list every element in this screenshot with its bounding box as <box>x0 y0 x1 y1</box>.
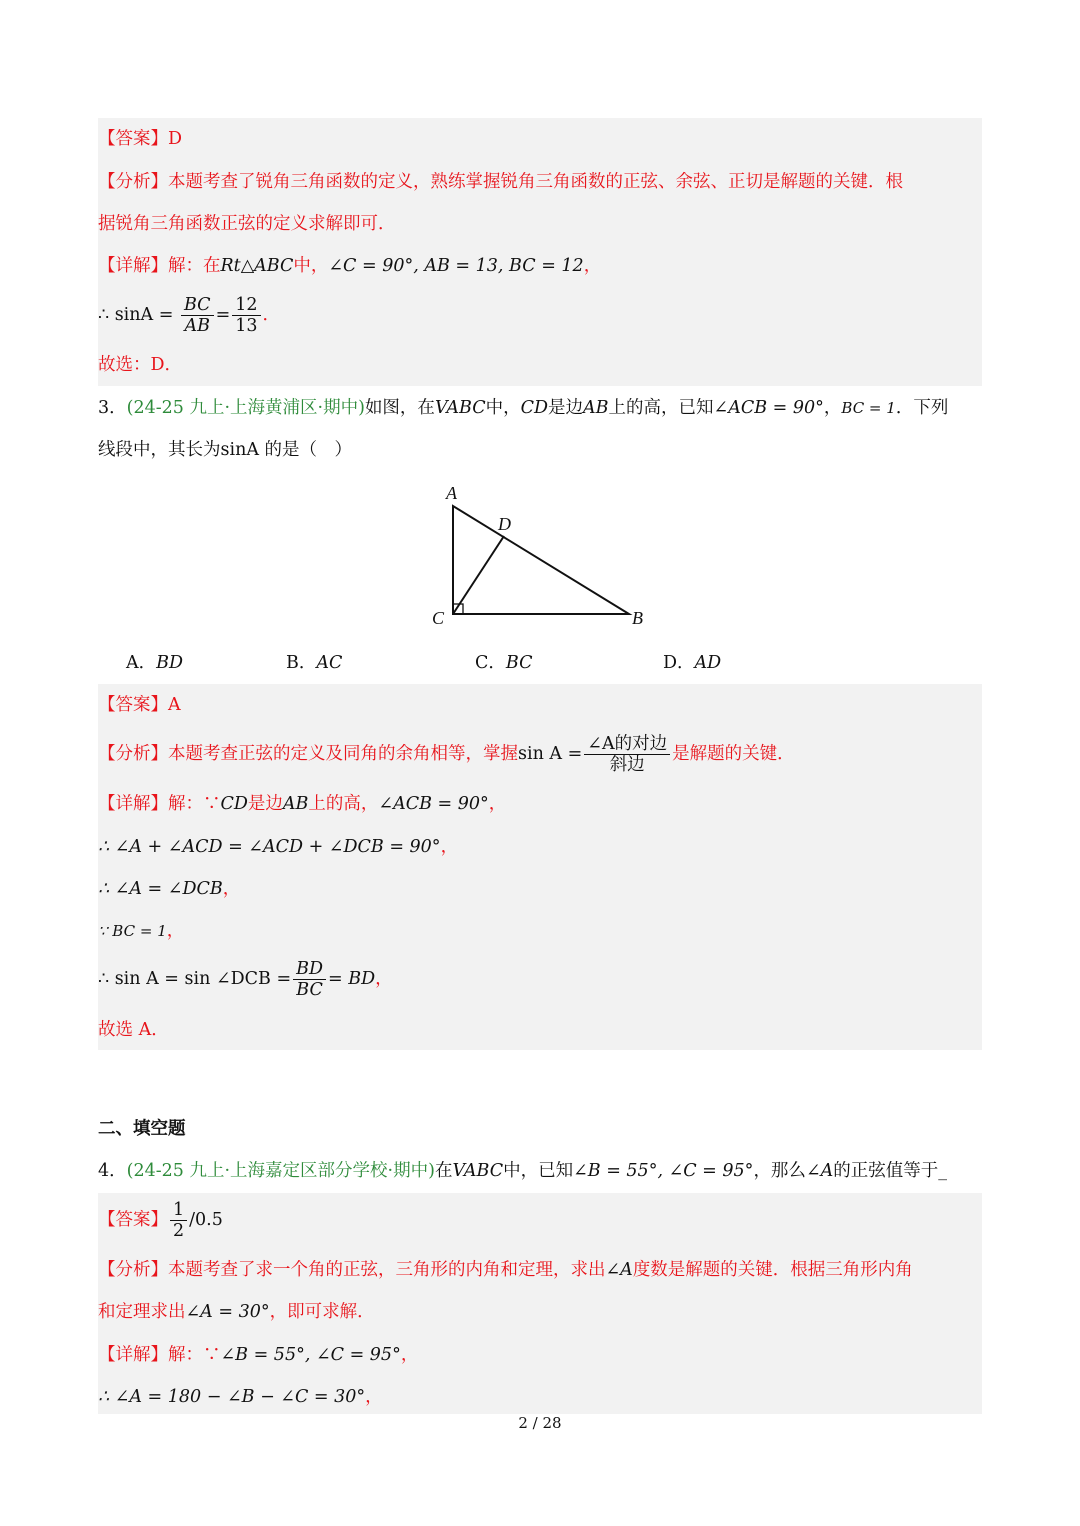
stem-text: 在 <box>434 1161 453 1181</box>
option-value: AC <box>316 653 343 673</box>
detail-math: ∠C = 90°, AB = 13, BC = 12 <box>328 256 584 276</box>
analysis-math: ∠A <box>605 1260 633 1280</box>
detail-label: 【详解】 <box>98 794 168 814</box>
step-math: ∴ sin A = sin ∠DCB = <box>98 969 292 989</box>
vertex-b-label: B <box>632 608 643 628</box>
stem-math: ∠B = 55°, ∠C = 95° <box>573 1161 754 1181</box>
q4-detail-line1 <box>98 1343 982 1367</box>
detail-text: 解：∵ <box>168 794 221 814</box>
q2-analysis-line1 <box>98 170 982 194</box>
stem-text: 上的高，已知 <box>608 398 714 418</box>
q2-choose: 故选：D． <box>98 355 183 375</box>
detail-math: ∠B = 55°, ∠C = 95° <box>220 1345 401 1365</box>
stem-text: 如图，在 <box>364 398 435 418</box>
denominator: 13 <box>235 316 258 336</box>
q3-step2 <box>98 877 982 901</box>
option-value: BD <box>156 653 184 673</box>
numerator: BC <box>181 295 214 316</box>
detail-math: ∠ACB = 90° <box>378 794 489 814</box>
analysis-text: ，即可求解． <box>269 1302 375 1322</box>
q3-stem-line2: 线段中，其长为sinA 的是（ ） <box>98 440 353 460</box>
answer-value: D <box>168 129 183 149</box>
detail-math: CD <box>220 794 248 814</box>
stem-math: ∠A <box>805 1161 834 1181</box>
stem-math: ∠ACB = 90° <box>713 398 824 418</box>
triangle-figure <box>420 480 660 630</box>
q3-step1 <box>98 835 982 859</box>
stem-math: BC = 1 <box>841 399 896 417</box>
detail-math: Rt△ABC <box>220 256 294 276</box>
stem-math: CD <box>520 398 549 418</box>
q2-detail-line1 <box>98 254 982 278</box>
numerator: 12 <box>232 295 260 316</box>
page-number: 2 / 28 <box>518 1414 562 1432</box>
answer-alt: /0.5 <box>189 1210 223 1230</box>
answer-label: 【答案】 <box>98 1210 168 1230</box>
option-letter: B． <box>286 653 317 673</box>
option-b[interactable] <box>286 651 342 675</box>
vertex-d-label: D <box>498 514 511 534</box>
step-end: ， <box>365 1387 383 1407</box>
detail-text: 解：∵ <box>168 1345 221 1365</box>
numerator: BD <box>293 959 326 980</box>
fraction-bc-ab <box>181 295 214 336</box>
q4-step1 <box>98 1385 982 1409</box>
stem-text: 中，已知 <box>503 1161 574 1181</box>
step-end: ， <box>375 969 393 989</box>
stem-text: 中， <box>485 398 521 418</box>
detail-text: ， <box>583 256 602 276</box>
option-letter: C． <box>475 653 506 673</box>
question-number: 3． <box>98 398 127 418</box>
q3-stem-line1 <box>98 396 982 420</box>
option-d[interactable] <box>663 651 721 675</box>
analysis-math: ∠A = 30° <box>185 1302 270 1322</box>
q3-step4 <box>98 956 982 1002</box>
section-heading: 二、填空题 <box>98 1119 186 1139</box>
denominator: AB <box>184 316 211 336</box>
q2-sin-equation <box>98 292 982 338</box>
vertex-c-label: C <box>432 608 445 628</box>
stem-text: ，那么 <box>753 1161 806 1181</box>
stem-math: VABC <box>452 1161 504 1181</box>
step-math: ∴ ∠A + ∠ACD = ∠ACD + ∠DCB = 90° <box>98 837 441 857</box>
analysis-text: 本题考查正弦的定义及同角的余角相等，掌握 <box>168 744 518 764</box>
q2-analysis-line2: 据锐角三角函数正弦的定义求解即可． <box>98 214 396 234</box>
stem-text: 是边 <box>548 398 584 418</box>
q2-solution-block <box>98 118 982 386</box>
detail-label: 【详解】 <box>98 1345 168 1365</box>
numerator: 1 <box>170 1200 187 1221</box>
sin-prefix: ∴ sinA = <box>98 305 174 325</box>
fraction-12-13 <box>232 295 260 336</box>
vertex-a-label: A <box>446 483 457 503</box>
option-a[interactable] <box>126 651 183 675</box>
analysis-text: 是解题的关键． <box>672 744 795 764</box>
analysis-text: 和定理求出 <box>98 1302 186 1322</box>
q4-analysis-line2 <box>98 1300 982 1324</box>
stem-text: 的正弦值等于_ <box>833 1161 947 1181</box>
q3-analysis <box>98 730 982 778</box>
option-c[interactable] <box>475 651 532 675</box>
analysis-label: 【分析】 <box>98 744 168 764</box>
detail-label: 【详解】 <box>98 256 168 276</box>
q3-answer <box>98 693 982 717</box>
q3-choose: 故选 A． <box>98 1020 169 1040</box>
step-math: ∴ ∠A = 180 − ∠B − ∠C = 30° <box>98 1387 366 1407</box>
step-math: ∵ BC = 1 <box>98 922 167 940</box>
option-letter: D． <box>663 653 695 673</box>
option-value: AD <box>694 653 722 673</box>
analysis-label: 【分析】 <box>98 172 168 192</box>
step-end: ， <box>222 879 241 899</box>
q2-answer <box>98 127 982 151</box>
answer-label: 【答案】 <box>98 695 168 715</box>
detail-text: ， <box>400 1345 419 1365</box>
q4-stem <box>98 1159 982 1183</box>
fraction-bd-bc <box>293 959 326 1000</box>
analysis-math: sin A = <box>518 744 583 764</box>
question-number: 4． <box>98 1161 127 1181</box>
fraction-one-half <box>170 1200 187 1241</box>
detail-text: 中， <box>293 256 329 276</box>
denominator: 2 <box>173 1221 185 1241</box>
question-source: (24-25 九上·上海黄浦区·期中) <box>126 398 365 418</box>
q3-detail-line1 <box>98 792 982 816</box>
detail-text: 是边 <box>247 794 283 814</box>
detail-text: 上的高， <box>308 794 379 814</box>
analysis-text: 度数是解题的关键．根据三角形内角 <box>632 1260 913 1280</box>
answer-value: A <box>168 695 181 715</box>
analysis-text: 本题考查了求一个角的正弦，三角形的内角和定理，求出 <box>168 1260 606 1280</box>
analysis-label: 【分析】 <box>98 1260 168 1280</box>
step-end: ， <box>440 837 459 857</box>
end-mark: ． <box>262 305 281 325</box>
question-source: (24-25 九上·上海嘉定区部分学校·期中) <box>126 1161 435 1181</box>
analysis-text: 本题考查了锐角三角函数的定义，熟练掌握锐角三角函数的正弦、余弦、正切是解题的关键．根 <box>168 172 903 192</box>
detail-text: 解：在 <box>168 256 221 276</box>
denominator: 斜边 <box>609 755 645 775</box>
step-end: ， <box>166 921 185 941</box>
answer-label: 【答案】 <box>98 129 168 149</box>
q4-answer <box>98 1197 982 1243</box>
stem-math: AB <box>583 398 609 418</box>
q3-step3 <box>98 919 982 943</box>
fraction-opposite-hypotenuse <box>584 734 670 775</box>
stem-math: VABC <box>434 398 486 418</box>
detail-math: AB <box>282 794 309 814</box>
denominator: BC <box>296 980 323 1000</box>
step-math: = BD <box>328 969 376 989</box>
option-value: BC <box>505 653 533 673</box>
q4-analysis-line1 <box>98 1258 982 1282</box>
numerator: ∠A的对边 <box>584 734 670 755</box>
equals: = <box>215 305 231 325</box>
option-letter: A． <box>126 653 157 673</box>
stem-text: ．下列 <box>895 398 949 418</box>
stem-text: ， <box>823 398 842 418</box>
step-math: ∴ ∠A = ∠DCB <box>98 879 223 899</box>
detail-text: ， <box>488 794 507 814</box>
